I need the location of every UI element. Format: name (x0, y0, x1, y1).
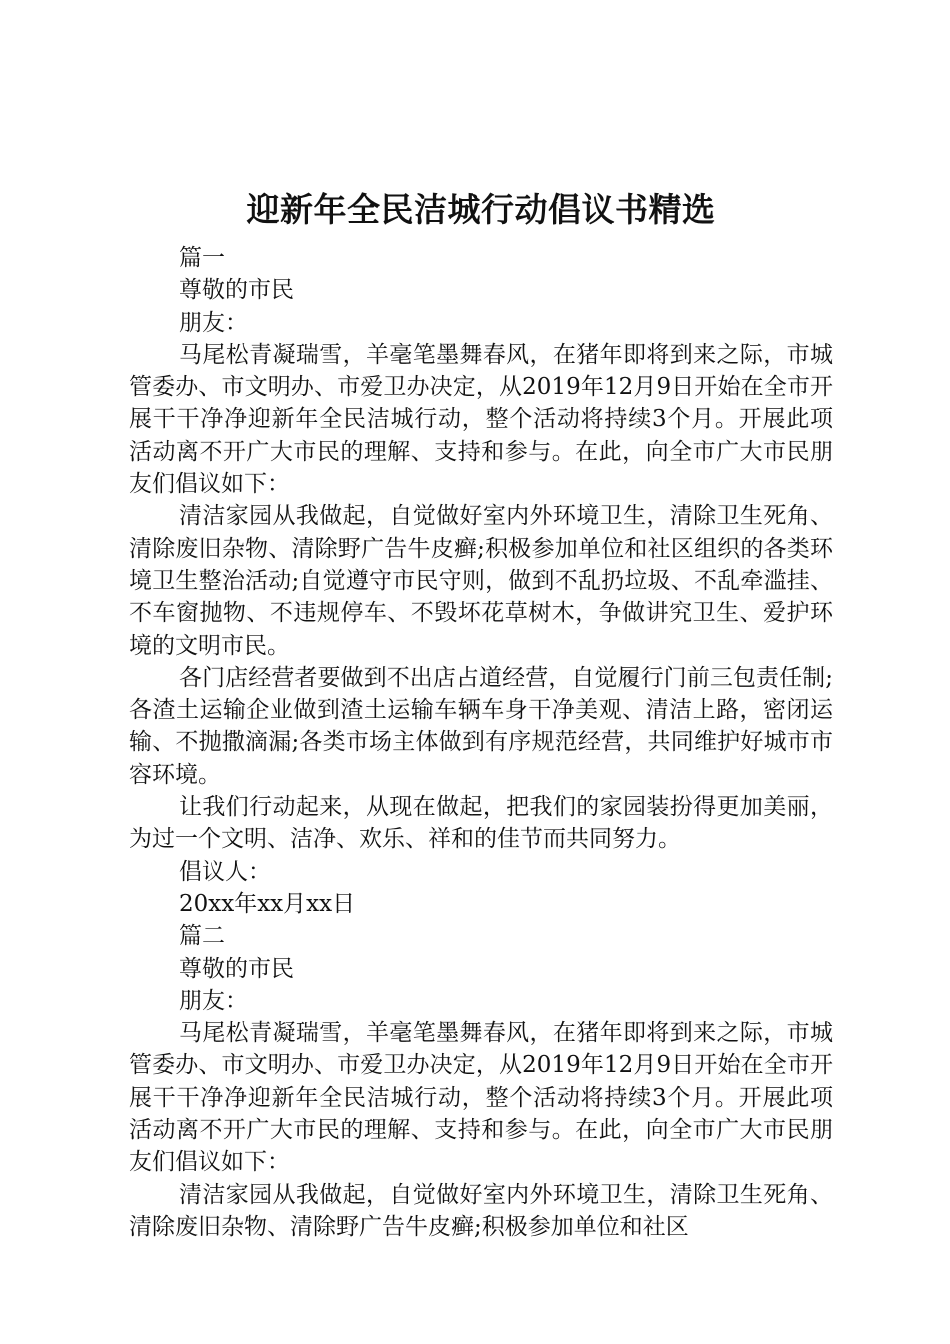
body-paragraph: 马尾松青凝瑞雪，羊毫笔墨舞春风，在猪年即将到来之际，市城管委办、市文明办、市爱卫办决定，从2019年12月9日开始在全市开展干干净净迎新年全民洁城行动，整个活动将持续3个月。开展此项活动离不开广大市民的理解、支持和参与。在此，向全市广大市民朋友们倡议如下： (129, 341, 833, 498)
section-heading: 篇二 (179, 923, 225, 950)
salutation: 尊敬的市民 (179, 277, 294, 304)
body-paragraph: 让我们行动起来，从现在做起，把我们的家园装扮得更加美丽，为过一个文明、洁净、欢乐、祥和的佳节而共同努力。 (129, 794, 833, 853)
signature-date: 20xx年xx月xx日 (179, 890, 356, 917)
body-paragraph: 各门店经营者要做到不出店占道经营，自觉履行门前三包责任制;各渣土运输企业做到渣土运输车辆车身干净美观、清洁上路，密闭运输、不抛撒滴漏;各类市场主体做到有序规范经营，共同维护好城市市容环境。 (129, 664, 833, 788)
body-paragraph: 清洁家园从我做起，自觉做好室内外环境卫生，清除卫生死角、清除废旧杂物、清除野广告牛皮癣;积极参加单位和社区组织的各类环境卫生整治活动;自觉遵守市民守则，做到不乱扔垃圾、不乱牵滥挂、不车窗抛物、不违规停车、不毁坏花草树木，争做讲究卫生、爱护环境的文明市民。 (129, 503, 833, 659)
body-paragraph: 马尾松青凝瑞雪，羊毫笔墨舞春风，在猪年即将到来之际，市城管委办、市文明办、市爱卫办决定，从2019年12月9日开始在全市开展干干净净迎新年全民洁城行动，整个活动将持续3个月。开展此项活动离不开广大市民的理解、支持和参与。在此，向全市广大市民朋友们倡议如下： (129, 1020, 833, 1176)
section-heading: 篇一 (179, 245, 225, 271)
signature-label: 倡议人： (179, 858, 271, 885)
body-paragraph: 清洁家园从我做起，自觉做好室内外环境卫生，清除卫生死角、清除废旧杂物、清除野广告牛皮癣;积极参加单位和社区 (129, 1181, 833, 1240)
document-page (129, 186, 833, 1243)
salutation: 尊敬的市民 (179, 955, 294, 982)
salutation-continued: 朋友： (179, 309, 248, 336)
document-title: 迎新年全民洁城行动倡议书精选 (246, 190, 716, 229)
salutation-continued: 朋友： (179, 987, 248, 1014)
